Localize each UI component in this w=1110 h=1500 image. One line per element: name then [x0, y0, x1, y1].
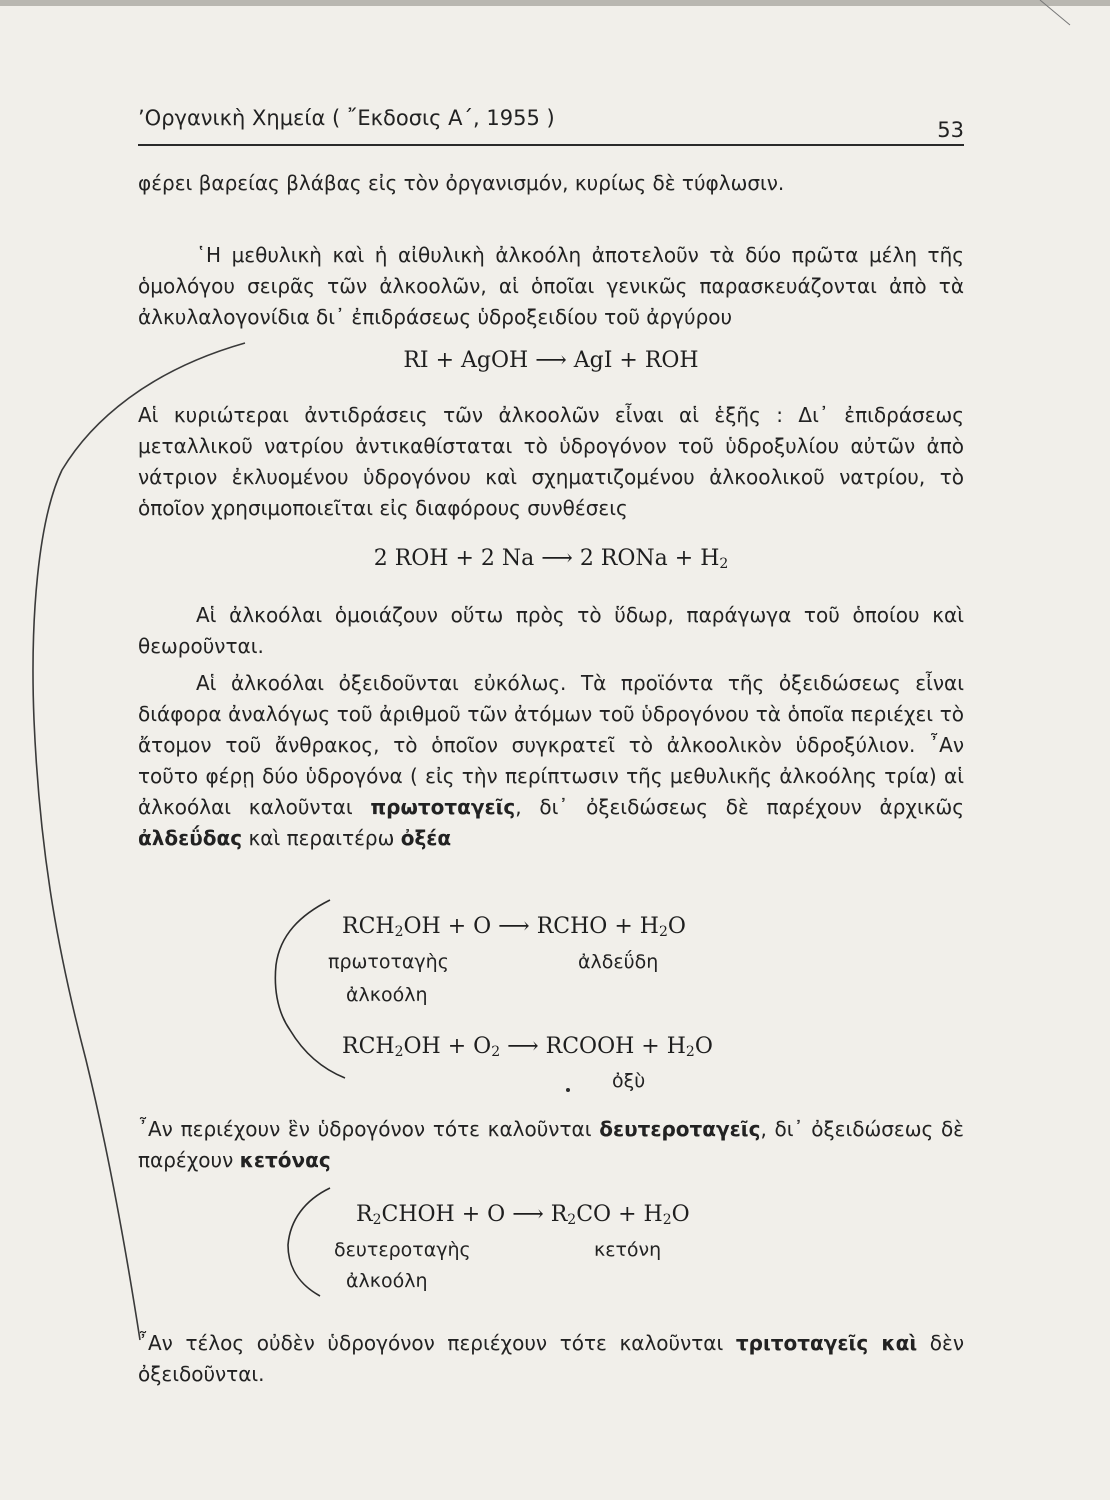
eq2-lhs: 2 ROH + 2 Na [373, 546, 535, 571]
paragraph-4: Αἱ ἀλκοόλαι ὁμοιάζουν οὕτω πρὸς τὸ ὕδωρ, παράγωγα τοῦ ὁποίου καὶ θεωροῦνται. [138, 603, 964, 658]
ox3-sub: 2 [662, 1212, 672, 1228]
ox3-part: CO + H [576, 1202, 663, 1227]
term-secondary: δευτεροταγεῖς [599, 1117, 761, 1141]
page-number: 53 [937, 118, 964, 142]
ox1-sub: 2 [658, 924, 668, 940]
corner-fold [1040, 0, 1070, 25]
term-primary: πρωτοταγεῖς [370, 795, 516, 819]
eq2-arrow: ⟶ [541, 546, 573, 571]
p5-mid2: καὶ περαιτέρω [248, 826, 395, 850]
ox2-part: ⟶ RCOOH + H [500, 1034, 686, 1059]
label-acid: ὀξὺ [612, 1070, 646, 1092]
ox1-part: O [667, 914, 686, 939]
ox3-part: CHOH + O ⟶ R [381, 1202, 568, 1227]
ox3-part: O [671, 1202, 690, 1227]
eq2-sub: 2 [719, 556, 729, 572]
ox2-part: RCH [342, 1034, 395, 1059]
label-aldehyde: ἀλδεΰδη [578, 951, 659, 973]
ox3-sub: 2 [372, 1212, 382, 1228]
ox2-part: O [694, 1034, 713, 1059]
equation-silver-hydroxide: RI + AgOH ⟶ AgI + ROH [403, 348, 699, 373]
label-primary: πρωτοταγὴς [328, 951, 449, 973]
label-ketone: κετόνη [594, 1239, 662, 1261]
p6-mid: , δι᾽ ὀξειδώσεως δὲ παρέχουν [138, 1117, 964, 1172]
term-acids: ὀξέα [400, 826, 452, 850]
paragraph-3: Αἱ κυριώτεραι ἀντιδράσεις τῶν ἀλκοολῶν εἶναι αἱ ἑξῆς : Δι᾽ ἐπιδράσεως μεταλλικοῦ νατρίου ἀντικαθίσταται τὸ ὑδρογόνον τοῦ ὑδροξυλίου αὐτῶν ἀπὸ νάτριον ἐκλυομένου ὑδρογόνου καὶ σχηματιζομένου ἀλκοολικοῦ νατρίου, τὸ ὁποῖον χρησιμοποιεῖται εἰς διαφόρους συνθέσεις [138, 403, 964, 520]
p5-mid: , δι᾽ ὀξειδώσεως δὲ παρέχουν ἀρχικῶς [515, 795, 965, 819]
bracket-secondary [288, 1188, 330, 1296]
margin-pencil-line [33, 343, 245, 1340]
ox2-sub: 2 [394, 1044, 404, 1060]
ox2-sub: 2 [491, 1044, 501, 1060]
term-tertiary: τριτοταγεῖς καὶ [735, 1331, 918, 1355]
paragraph-2: ῾Η μεθυλικὴ καὶ ἡ αἰθυλικὴ ἀλκοόλη ἀποτελοῦν τὰ δύο πρῶτα μέλη τῆς ὁμολόγου σειρᾶς τῶν ἀλκοολῶν, αἱ ὁποῖαι γενικῶς παρασκευάζονται ἀπὸ τὰ ἀλκυλαλογονίδια δι᾽ ἐπιδράσεως ὑδροξειδίου τοῦ ἀργύρου [138, 243, 964, 329]
ox1-part: OH + O ⟶ RCHO + H [403, 914, 659, 939]
ox3-part: R [356, 1202, 373, 1227]
pencil-dot [566, 1088, 570, 1092]
term-ketones: κετόνας [239, 1148, 331, 1172]
p7-end: δὲν ὀξειδοῦνται. [138, 1331, 964, 1386]
p6-text: ῏Αν περιέχουν ἓν ὑδρογόνον τότε καλοῦνται [138, 1117, 592, 1141]
term-aldehydes: ἀλδεΰδας [138, 826, 243, 850]
p7-text: ῏Αν τέλος οὐδὲν ὑδρογόνον περιέχουν τότε καλοῦνται [138, 1331, 724, 1355]
ox1-part: RCH [342, 914, 395, 939]
label-secondary: δευτεροταγὴς [334, 1239, 471, 1261]
paragraph-1: φέρει βαρείας βλάβας εἰς τὸν ὀργανισμόν, κυρίως δὲ τύφλωσιν. [138, 171, 785, 195]
ox2-sub: 2 [685, 1044, 695, 1060]
running-title: ʼΟργανικὴ Χημεία ( ῎Εκδοσις Α΄, 1955 ) [138, 106, 555, 130]
label-alcohol: ἀλκοόλη [346, 984, 428, 1006]
ox1-sub: 2 [394, 924, 404, 940]
bracket-primary [275, 900, 345, 1078]
p5-text: Αἱ ἀλκοόλαι ὀξειδοῦνται εὐκόλως. Τὰ προϊόντα τῆς ὀξειδώσεως εἶναι διάφορα ἀναλόγως τοῦ ἀριθμοῦ τῶν ἀτόμων τοῦ ὑδρογόνου τὰ ὁποῖα περιέχει τὸ ἄτομον τοῦ ἄνθρακος, τὸ ὁποῖον συγκρατεῖ τὸ ἀλκοολικὸν ὑδροξύλιον. ῏Αν τοῦτο φέρῃ δύο ὑδρογόνα ( εἰς τὴν περίπτωσιν τῆς μεθυλικῆς ἀλκοόλης τρία) αἱ ἀλκοόλαι καλοῦνται [138, 671, 964, 819]
ox3-sub: 2 [567, 1212, 577, 1228]
ox2-part: OH + O [403, 1034, 492, 1059]
eq2-rhs: 2 RONa + H [579, 546, 720, 571]
label-alcohol-2: ἀλκοόλη [346, 1270, 428, 1292]
